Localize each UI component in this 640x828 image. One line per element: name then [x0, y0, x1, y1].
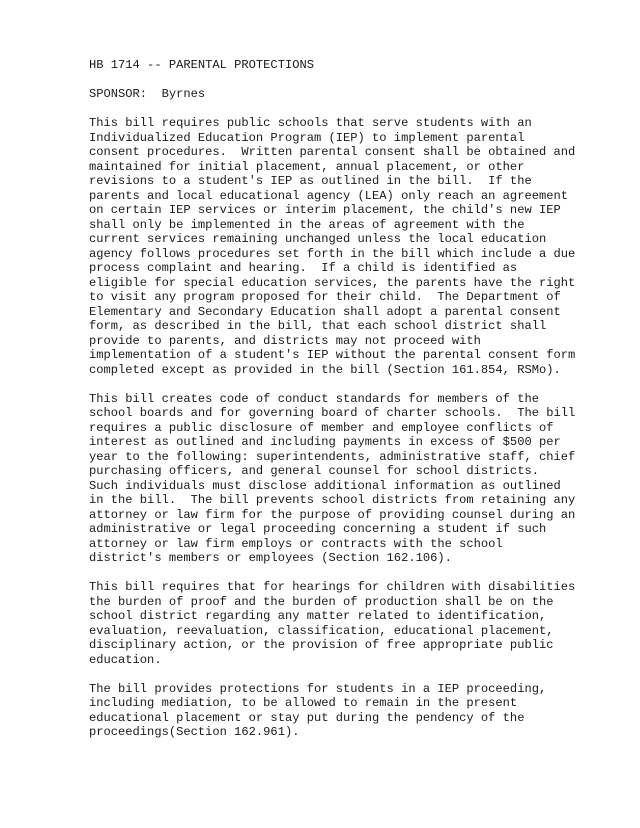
paragraph-line: process complaint and hearing. If a child is identified as — [89, 261, 518, 275]
paragraph-line: including mediation, to be allowed to remain in the present — [89, 696, 518, 710]
paragraph-line: district's members or employees (Section 162.106). — [89, 551, 452, 565]
paragraph-line: interest as outlined and including payments in excess of $500 per — [89, 435, 561, 449]
paragraph-line: implementation of a student's IEP without the parental consent form — [89, 348, 576, 362]
paragraph-line: year to the following: superintendents, administrative staff, chief — [89, 449, 576, 464]
paragraph — [89, 682, 609, 740]
paragraph-line: This bill requires public schools that serve students with an — [89, 116, 532, 130]
spacer — [89, 667, 609, 682]
paragraph-line: Such individuals must disclose additional information as outlined — [89, 478, 561, 493]
paragraph-line: revisions to a student's IEP as outlined in the bill. If the — [89, 174, 532, 188]
paragraph-line: evaluation, reevaluation, classification, educational placement, — [89, 623, 554, 638]
paragraph-line: proceedings(Section 162.961). — [89, 725, 300, 739]
paragraph-line: the burden of proof and the burden of production shall be on the — [89, 594, 554, 609]
paragraph-line: administrative or legal proceeding concerning a student if such — [89, 522, 547, 536]
paragraph — [89, 116, 609, 377]
paragraph-line: eligible for special education services, the parents have the right — [89, 275, 576, 290]
paragraph-line: school district regarding any matter related to identification, — [89, 609, 547, 623]
paragraph-line: attorney or law firm for the purpose of providing counsel during an — [89, 507, 576, 522]
paragraph-line: current services remaining unchanged unless the local education — [89, 232, 547, 246]
paragraph-line: maintained for initial placement, annual placement, or other — [89, 159, 525, 174]
paragraph-line: provide to parents, and districts may not proceed with — [89, 333, 481, 348]
paragraph-line: The bill provides protections for students in a IEP proceeding, — [89, 681, 547, 696]
body-paragraphs — [89, 116, 609, 740]
paragraph-line: This bill creates code of conduct standards for members of the — [89, 391, 539, 406]
spacer — [89, 566, 609, 581]
paragraph — [89, 392, 609, 566]
paragraph-line: to visit any program proposed for their child. The Department of — [89, 290, 561, 304]
spacer — [89, 73, 609, 88]
sponsor-line: SPONSOR: Byrnes — [89, 87, 206, 101]
paragraph-line: Individualized Education Program (IEP) to implement parental — [89, 130, 525, 145]
spacer — [89, 377, 609, 392]
paragraph-line: school boards and for governing board of charter schools. The bill — [89, 406, 576, 420]
paragraph-line: This bill requires that for hearings for children with disabilities — [89, 580, 576, 594]
paragraph-line: parents and local educational agency (LEA) only reach an agreement — [89, 188, 568, 203]
paragraph-line: disciplinary action, or the provision of free appropriate public — [89, 638, 554, 652]
paragraph-line: completed except as provided in the bill (Section 161.854, RSMo). — [89, 362, 561, 377]
paragraph-line: consent procedures. Written parental consent shall be obtained and — [89, 145, 576, 159]
paragraph-line: agency follows procedures set forth in the bill which include a due — [89, 246, 576, 261]
paragraph-line: Elementary and Secondary Education shall adopt a parental consent — [89, 304, 561, 319]
paragraph-line: form, as described in the bill, that each school district shall — [89, 319, 547, 333]
paragraph-line: education. — [89, 652, 162, 667]
paragraph-line: shall only be implemented in the areas of agreement with the — [89, 217, 525, 232]
spacer — [89, 102, 609, 117]
paragraph-line: educational placement or stay put during the pendency of the — [89, 710, 525, 725]
paragraph — [89, 580, 609, 667]
paragraph-line: requires a public disclosure of member and employee conflicts of — [89, 420, 554, 435]
paragraph-line: attorney or law firm employs or contracts with the school — [89, 536, 503, 551]
document-title: HB 1714 -- PARENTAL PROTECTIONS — [89, 58, 314, 72]
paragraph-line: on certain IEP services or interim placement, the child's new IEP — [89, 203, 561, 217]
paragraph-line: in the bill. The bill prevents school districts from retaining any — [89, 493, 576, 507]
document-page — [89, 58, 609, 740]
paragraph-line: purchasing officers, and general counsel for school districts. — [89, 464, 539, 478]
